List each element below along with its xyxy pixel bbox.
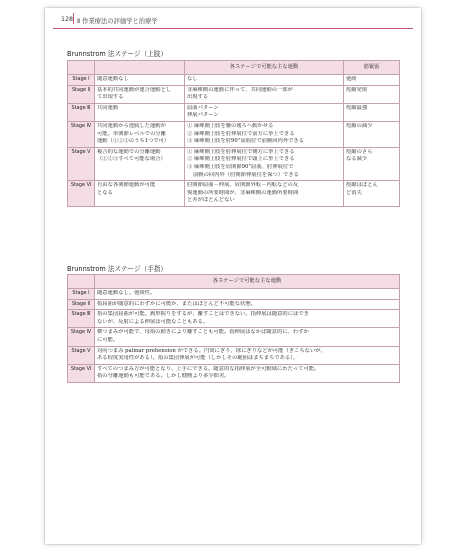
table-row — [68, 147, 400, 180]
stage-movements — [185, 181, 344, 207]
movement-line: 指の集団屈曲が可能。鉤形握りをするが、離すことはできない。指伸展は随意的にはでき — [97, 311, 309, 318]
stage-label: Stage Ⅴ — [68, 346, 95, 364]
tone-line: 痙縮はほとん — [346, 182, 378, 189]
stage-label: Stage Ⅵ — [68, 181, 95, 207]
description-line: 基本的共同運動が連合運動とし — [97, 86, 172, 93]
hand-stage-table — [67, 274, 400, 383]
movement-line: なし — [187, 76, 198, 82]
header-cell: 各ステージで可能な主な運動 — [95, 275, 400, 289]
stage-movements — [95, 346, 400, 364]
stage-label: Stage Ⅲ — [68, 103, 95, 121]
stage-movements — [185, 121, 344, 147]
muscle-tone — [344, 181, 400, 207]
description-line: 運動（①②③のうち1つで可） — [97, 138, 170, 145]
stage-movements — [185, 85, 344, 103]
stage-label: Stage Ⅰ — [68, 75, 95, 86]
movement-line: に可能。 — [97, 336, 119, 343]
header-cell: 筋緊張 — [344, 61, 400, 75]
stage-label: Stage Ⅵ — [68, 364, 95, 382]
table-row — [68, 289, 400, 300]
description-line: 随意運動なし — [97, 76, 129, 82]
movement-line: ② 麻痺側上肢を肘伸展位で頭上に挙上できる — [187, 156, 295, 163]
tone-line: なる減少 — [346, 156, 368, 163]
stage-movements — [185, 147, 344, 180]
header-rule — [53, 28, 413, 29]
page-number: 128 — [61, 16, 74, 23]
stage-label: Stage Ⅰ — [68, 289, 95, 300]
muscle-tone — [344, 121, 400, 147]
book-page — [45, 8, 421, 544]
table-row — [68, 103, 400, 121]
table-header-row — [68, 61, 400, 75]
description-line: 可能。単関節レベルでの分離 — [97, 130, 166, 137]
tone-line: 弛緩 — [346, 76, 357, 82]
movement-line: すべてのつまみ方が可能となり、上手にできる。随意的な指伸展が全可動域にわたって可能。 — [97, 365, 320, 372]
movement-line: 伸展パターン — [187, 112, 219, 119]
table-row — [68, 85, 400, 103]
header-divider — [73, 13, 74, 24]
stage-description — [95, 103, 185, 121]
movement-line: ないが、反射による伸展は可能なこともある。 — [97, 318, 209, 325]
stage-label: Stage Ⅳ — [68, 328, 95, 346]
header-cell — [68, 61, 95, 75]
movement-line: と差がほとんどない — [187, 197, 235, 204]
description-line: 共同運動から逸脱した運動が — [97, 122, 166, 129]
movement-line: ある程度実用性がある）。指の集団伸展が可能（しかしその範囲はまちまちである）。 — [97, 355, 299, 362]
muscle-tone — [344, 85, 400, 103]
description-line: て出現する — [97, 94, 124, 101]
stage-description — [95, 147, 185, 180]
movement-line: 非麻痺側の運動に伴って、共同運動の一部が — [187, 86, 293, 93]
chapter-title: Ⅱ 作業療法の評価学と治療学 — [77, 18, 158, 25]
stage-movements — [95, 299, 400, 310]
description-line: となる — [97, 189, 113, 196]
table-row — [68, 181, 400, 207]
movement-line: 復運動の所要時間が、非麻痺側の運動所要時間 — [187, 189, 299, 196]
hand-section-title: Brunnstrom 法ステージ（手指） — [67, 265, 167, 273]
stage-label: Stage Ⅱ — [68, 299, 95, 310]
description-line: 共同運動 — [97, 104, 119, 111]
stage-label: Stage Ⅲ — [68, 310, 95, 328]
movement-line: ③ 麻痺側上肢を肩関節90°屈曲、肘伸展位で — [187, 163, 294, 170]
movement-line: 対向つまみ palmar prehension ができる。円筒にぎり、球にぎりなどが可能（ぎこちないが、 — [97, 347, 326, 354]
stage-description — [95, 121, 185, 147]
description-line: 複合的な運動での分離運動 — [97, 148, 161, 155]
muscle-tone — [344, 75, 400, 86]
movement-line: 屈曲パターン — [187, 104, 219, 111]
tone-line: 痙縮のさら — [346, 148, 373, 155]
movement-line: 指屈曲が随意的にわずかに可能か、またはほとんど不可能な状態。 — [97, 300, 256, 307]
stage-description — [95, 181, 185, 207]
movement-line: 指の分離運動も可能である。しかし健側より多少拙劣。 — [97, 373, 230, 380]
movement-line: 横つまみが可能で、母指の動きにより離すことも可能。指伸展はなかば随意的に、わずか — [97, 329, 309, 336]
stage-movements — [95, 310, 400, 328]
stage-movements — [185, 75, 344, 86]
movement-line: ① 麻痺側上肢を肘伸展位で側方に挙上できる — [187, 148, 295, 155]
description-line: 自由な各関節運動が可能 — [97, 182, 156, 189]
muscle-tone — [344, 103, 400, 121]
movement-line: ② 麻痺側上肢を肘伸展位で前方に挙上できる — [187, 130, 295, 137]
tone-line: 痙縮の減少 — [346, 122, 373, 129]
table-row — [68, 346, 400, 364]
muscle-tone — [344, 147, 400, 180]
table-row — [68, 310, 400, 328]
tone-line: 痙縮発現 — [346, 86, 368, 93]
description-line: （①②③すべて可能な場合） — [97, 156, 166, 163]
movement-line: 前腕の回内外（肘関節伸展位を保つ）できる — [193, 171, 299, 178]
stage-movements — [95, 328, 400, 346]
movement-line: 肘関節屈曲－伸展、肩関節外転－内転などの反 — [187, 182, 299, 189]
upper-limb-section-title: Brunnstrom 法ステージ（上肢） — [67, 50, 167, 58]
stage-movements — [95, 364, 400, 382]
stage-description — [95, 75, 185, 86]
stage-label: Stage Ⅱ — [68, 85, 95, 103]
movement-line: ③ 麻痺側上肢を肘90°屈曲位で前腕回内外できる — [187, 138, 305, 145]
movement-line: ① 麻痺側上肢を腰の後ろへ動かせる — [187, 122, 274, 129]
movement-line: 出現する — [187, 94, 209, 101]
stage-label: Stage Ⅳ — [68, 121, 95, 147]
stage-label: Stage Ⅴ — [68, 147, 95, 180]
movement-line: 随意運動なし。弛緩性。 — [97, 290, 156, 296]
table-row — [68, 328, 400, 346]
stage-movements — [185, 103, 344, 121]
upper-limb-stage-table — [67, 60, 400, 207]
header-cell: 各ステージで可能な主な運動 — [185, 61, 344, 75]
table-header-row — [68, 275, 400, 289]
header-cell — [95, 61, 185, 75]
page-header — [45, 8, 421, 30]
table-row — [68, 299, 400, 310]
table-row — [68, 121, 400, 147]
stage-description — [95, 85, 185, 103]
table-row — [68, 364, 400, 382]
tone-line: ど消失 — [346, 189, 362, 196]
table-row — [68, 75, 400, 86]
tone-line: 痙縮最強 — [346, 104, 368, 111]
header-cell — [68, 275, 95, 289]
stage-movements — [95, 289, 400, 300]
